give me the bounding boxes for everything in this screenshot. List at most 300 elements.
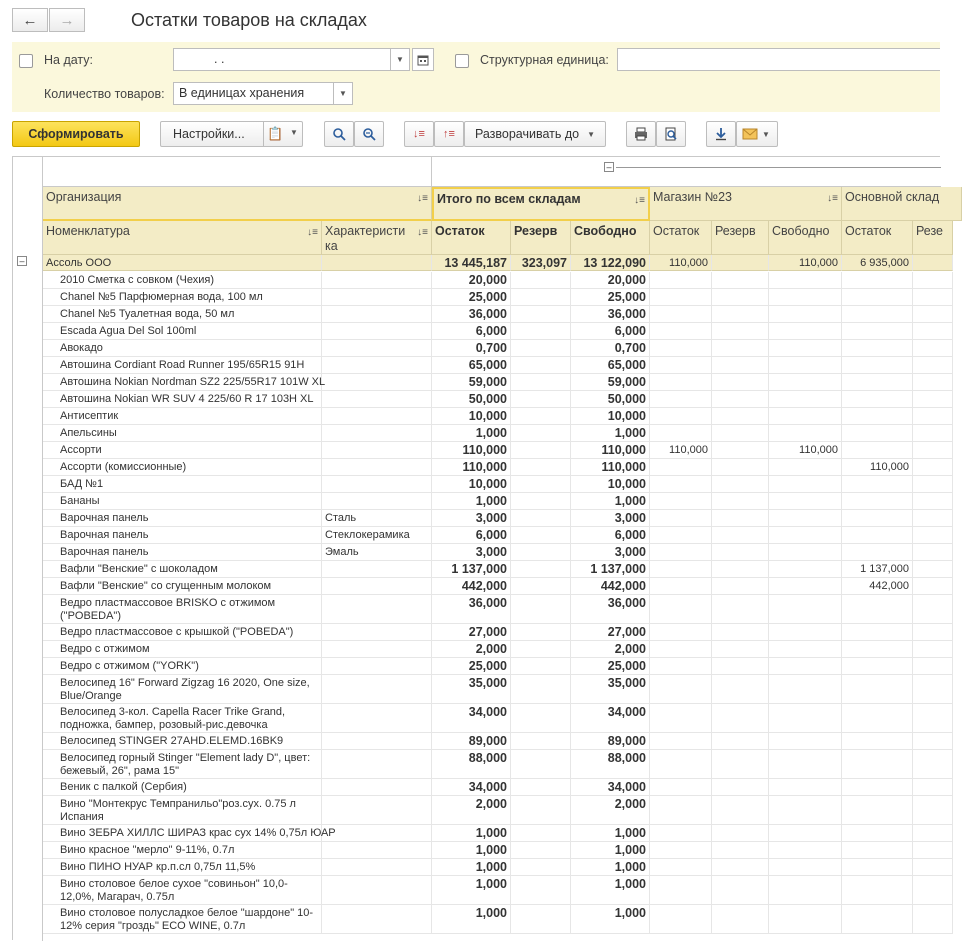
- header-total-rez[interactable]: Резерв: [511, 221, 571, 255]
- cell-ost[interactable]: 10,000: [432, 476, 511, 493]
- cell-main_rez[interactable]: [913, 306, 953, 323]
- cell-s23_ost[interactable]: [650, 595, 712, 624]
- cell-rez[interactable]: [511, 733, 571, 750]
- cell-char[interactable]: [322, 859, 432, 876]
- cell-s23_sv[interactable]: [769, 323, 842, 340]
- cell-main_rez[interactable]: [913, 493, 953, 510]
- cell-name[interactable]: Ведро пластмассовое BRISKO с отжимом ("POBEDA"): [43, 595, 322, 624]
- cell-s23_ost[interactable]: [650, 476, 712, 493]
- cell-main_rez[interactable]: [913, 357, 953, 374]
- cell-s23_sv[interactable]: [769, 796, 842, 825]
- cell-rez[interactable]: [511, 425, 571, 442]
- cell-ost[interactable]: 6,000: [432, 527, 511, 544]
- cell-name[interactable]: Велосипед STINGER 27AHD.ELEMD.16BK9: [43, 733, 322, 750]
- cell-char[interactable]: [322, 323, 432, 340]
- cell-rez[interactable]: [511, 408, 571, 425]
- cell-name[interactable]: Автошина Nokian WR SUV 4 225/60 R 17 103H XL: [43, 391, 322, 408]
- cell-s23_ost[interactable]: [650, 408, 712, 425]
- cell-s23_sv[interactable]: [769, 876, 842, 905]
- cell-ost[interactable]: 1,000: [432, 425, 511, 442]
- cell-s23_rez[interactable]: [712, 527, 769, 544]
- cell-name[interactable]: Автошина Nokian Nordman SZ2 225/55R17 101W XL: [43, 374, 322, 391]
- cell-s23_rez[interactable]: [712, 476, 769, 493]
- cell-ost[interactable]: 20,000: [432, 272, 511, 289]
- cell-s23_rez[interactable]: [712, 510, 769, 527]
- cell-s23_sv[interactable]: [769, 510, 842, 527]
- date-dropdown-button[interactable]: [390, 48, 410, 71]
- cell-main_ost[interactable]: [842, 340, 913, 357]
- cell-char[interactable]: Эмаль: [322, 544, 432, 561]
- cell-main_ost[interactable]: [842, 624, 913, 641]
- cell-rez[interactable]: [511, 306, 571, 323]
- cell-sv[interactable]: 1 137,000: [571, 561, 650, 578]
- cell-s23_rez[interactable]: [712, 391, 769, 408]
- cell-main_ost[interactable]: [842, 905, 913, 934]
- cell-rez[interactable]: [511, 340, 571, 357]
- cell-name[interactable]: Вино красное "мерло" 9-11%, 0.7л: [43, 842, 322, 859]
- cell-rez[interactable]: [511, 374, 571, 391]
- cell-sv[interactable]: 50,000: [571, 391, 650, 408]
- cell-s23_sv[interactable]: [769, 272, 842, 289]
- cell-s23_ost[interactable]: [650, 641, 712, 658]
- cell-char[interactable]: [322, 289, 432, 306]
- cell-s23_ost[interactable]: [650, 391, 712, 408]
- cell-s23_rez[interactable]: [712, 704, 769, 733]
- cell-s23_sv[interactable]: [769, 825, 842, 842]
- cell-s23_sv[interactable]: [769, 493, 842, 510]
- cell-sv[interactable]: 1,000: [571, 905, 650, 934]
- send-email-button[interactable]: [736, 121, 778, 147]
- cell-main_ost[interactable]: [842, 595, 913, 624]
- print-button[interactable]: [626, 121, 656, 147]
- cell-s23_ost[interactable]: [650, 561, 712, 578]
- cell-s23_rez[interactable]: [712, 306, 769, 323]
- cell-rez[interactable]: [511, 544, 571, 561]
- cell-sv[interactable]: 1,000: [571, 425, 650, 442]
- cell-main_rez[interactable]: [913, 624, 953, 641]
- cell-s23_ost[interactable]: [650, 289, 712, 306]
- cell-rez[interactable]: [511, 510, 571, 527]
- cell-s23_rez[interactable]: [712, 374, 769, 391]
- cell-name[interactable]: Варочная панель: [43, 510, 322, 527]
- header-main-rez[interactable]: Резе: [913, 221, 953, 255]
- cell-char[interactable]: [322, 340, 432, 357]
- cell-name[interactable]: Ведро с отжимом: [43, 641, 322, 658]
- cell-s23_rez[interactable]: [712, 255, 769, 271]
- cell-s23_ost[interactable]: [650, 675, 712, 704]
- cell-s23_ost[interactable]: [650, 493, 712, 510]
- cell-main_rez[interactable]: [913, 733, 953, 750]
- cell-s23_sv[interactable]: 110,000: [769, 255, 842, 271]
- cell-main_rez[interactable]: [913, 323, 953, 340]
- cell-char[interactable]: Сталь: [322, 510, 432, 527]
- header-s23-sv[interactable]: Свободно: [769, 221, 842, 255]
- cell-s23_sv[interactable]: [769, 374, 842, 391]
- cell-s23_rez[interactable]: [712, 825, 769, 842]
- cell-main_ost[interactable]: [842, 391, 913, 408]
- cell-s23_ost[interactable]: [650, 796, 712, 825]
- cell-s23_sv[interactable]: [769, 544, 842, 561]
- cell-main_ost[interactable]: 110,000: [842, 459, 913, 476]
- cell-main_rez[interactable]: [913, 442, 953, 459]
- cell-s23_sv[interactable]: [769, 595, 842, 624]
- cell-sv[interactable]: 1,000: [571, 825, 650, 842]
- cell-sv[interactable]: 65,000: [571, 357, 650, 374]
- cell-s23_ost[interactable]: [650, 859, 712, 876]
- cell-s23_ost[interactable]: [650, 544, 712, 561]
- cell-char[interactable]: [322, 733, 432, 750]
- search-button[interactable]: [324, 121, 354, 147]
- cell-name[interactable]: Авокадо: [43, 340, 322, 357]
- cell-s23_sv[interactable]: 110,000: [769, 442, 842, 459]
- cell-s23_rez[interactable]: [712, 578, 769, 595]
- cell-s23_sv[interactable]: [769, 624, 842, 641]
- cell-main_ost[interactable]: 442,000: [842, 578, 913, 595]
- cell-name[interactable]: Ассорти (комиссионные): [43, 459, 322, 476]
- cell-name[interactable]: Автошина Cordiant Road Runner 195/65R15 91H: [43, 357, 322, 374]
- cell-name[interactable]: Вино столовое белое сухое "совиньон" 10,0-12,0%, Магарач, 0.75л: [43, 876, 322, 905]
- cell-s23_sv[interactable]: [769, 842, 842, 859]
- cell-sv[interactable]: 20,000: [571, 272, 650, 289]
- cell-name[interactable]: Велосипед 3-кол. Capella Racer Trike Grand, подножка, бампер, розовый-рис.девочка: [43, 704, 322, 733]
- cell-main_rez[interactable]: [913, 476, 953, 493]
- cell-name[interactable]: Вино столовое полусладкое белое "шардоне" 10-12% серия "гроздь" ECO WINE, 0.7л: [43, 905, 322, 934]
- cell-rez[interactable]: [511, 595, 571, 624]
- cell-s23_rez[interactable]: [712, 675, 769, 704]
- cell-s23_rez[interactable]: [712, 876, 769, 905]
- cell-char[interactable]: [322, 493, 432, 510]
- cell-rez[interactable]: [511, 658, 571, 675]
- cell-rez[interactable]: [511, 289, 571, 306]
- forward-button[interactable]: [49, 8, 85, 32]
- cell-main_rez[interactable]: [913, 750, 953, 779]
- cell-s23_ost[interactable]: [650, 779, 712, 796]
- cell-main_ost[interactable]: [842, 796, 913, 825]
- cell-main_rez[interactable]: [913, 825, 953, 842]
- cell-ost[interactable]: 1,000: [432, 876, 511, 905]
- cell-s23_rez[interactable]: [712, 289, 769, 306]
- cell-name[interactable]: БАД №1: [43, 476, 322, 493]
- cell-s23_rez[interactable]: [712, 595, 769, 624]
- cell-ost[interactable]: 6,000: [432, 323, 511, 340]
- cell-name[interactable]: Веник с палкой (Сербия): [43, 779, 322, 796]
- cell-s23_ost[interactable]: [650, 357, 712, 374]
- cell-s23_ost[interactable]: 110,000: [650, 442, 712, 459]
- header-store23[interactable]: Магазин №23 ↓≡: [650, 187, 842, 221]
- cell-main_rez[interactable]: [913, 408, 953, 425]
- column-group-collapse[interactable]: –: [604, 162, 614, 172]
- cell-main_ost[interactable]: [842, 272, 913, 289]
- header-main-ost[interactable]: Остаток: [842, 221, 913, 255]
- cell-sv[interactable]: 34,000: [571, 779, 650, 796]
- cell-rez[interactable]: [511, 272, 571, 289]
- cell-ost[interactable]: 2,000: [432, 796, 511, 825]
- cell-s23_sv[interactable]: [769, 779, 842, 796]
- cell-char[interactable]: [322, 641, 432, 658]
- cell-main_ost[interactable]: [842, 733, 913, 750]
- cell-s23_rez[interactable]: [712, 493, 769, 510]
- cell-ost[interactable]: 1,000: [432, 842, 511, 859]
- cell-main_rez[interactable]: [913, 595, 953, 624]
- cell-s23_rez[interactable]: [712, 323, 769, 340]
- cell-s23_ost[interactable]: [650, 842, 712, 859]
- cell-s23_sv[interactable]: [769, 527, 842, 544]
- cell-sv[interactable]: 2,000: [571, 796, 650, 825]
- cell-ost[interactable]: 2,000: [432, 641, 511, 658]
- search-advanced-button[interactable]: [354, 121, 384, 147]
- cell-main_ost[interactable]: [842, 544, 913, 561]
- cell-s23_rez[interactable]: [712, 624, 769, 641]
- cell-s23_sv[interactable]: [769, 289, 842, 306]
- cell-ost[interactable]: 442,000: [432, 578, 511, 595]
- cell-name[interactable]: Ведро пластмассовое с крышкой ("POBEDA"): [43, 624, 322, 641]
- cell-rez[interactable]: [511, 624, 571, 641]
- cell-s23_sv[interactable]: [769, 476, 842, 493]
- cell-main_rez[interactable]: [913, 527, 953, 544]
- cell-s23_ost[interactable]: [650, 272, 712, 289]
- cell-main_ost[interactable]: [842, 675, 913, 704]
- cell-main_rez[interactable]: [913, 391, 953, 408]
- cell-sv[interactable]: 35,000: [571, 675, 650, 704]
- cell-ost[interactable]: 13 445,187: [432, 255, 511, 271]
- calendar-button[interactable]: [412, 48, 434, 71]
- cell-char[interactable]: [322, 561, 432, 578]
- settings-button[interactable]: [160, 121, 303, 147]
- cell-char[interactable]: [322, 374, 432, 391]
- cell-s23_sv[interactable]: [769, 340, 842, 357]
- sort-icon[interactable]: ↓≡: [307, 227, 318, 238]
- cell-main_rez[interactable]: [913, 510, 953, 527]
- cell-ost[interactable]: 34,000: [432, 704, 511, 733]
- cell-rez[interactable]: [511, 493, 571, 510]
- cell-ost[interactable]: 10,000: [432, 408, 511, 425]
- cell-char[interactable]: [322, 905, 432, 934]
- header-main-warehouse[interactable]: Основной склад: [842, 187, 962, 221]
- cell-sv[interactable]: 3,000: [571, 510, 650, 527]
- cell-sv[interactable]: 2,000: [571, 641, 650, 658]
- cell-name[interactable]: Вино "Монтекрус Темпранильо"роз.сух. 0.75 л Испания: [43, 796, 322, 825]
- cell-main_ost[interactable]: [842, 408, 913, 425]
- cell-s23_ost[interactable]: [650, 425, 712, 442]
- cell-sv[interactable]: 13 122,090: [571, 255, 650, 271]
- cell-ost[interactable]: 1,000: [432, 859, 511, 876]
- cell-main_rez[interactable]: [913, 578, 953, 595]
- cell-s23_sv[interactable]: [769, 704, 842, 733]
- cell-s23_ost[interactable]: [650, 459, 712, 476]
- header-total[interactable]: Итого по всем складам ↓≡: [432, 187, 650, 221]
- cell-char[interactable]: [322, 842, 432, 859]
- date-field[interactable]: . .: [173, 48, 391, 71]
- cell-main_ost[interactable]: [842, 306, 913, 323]
- sort-icon[interactable]: ↓≡: [827, 193, 838, 204]
- expand-to-button[interactable]: [464, 121, 606, 147]
- cell-name[interactable]: Вафли "Венские" с шоколадом: [43, 561, 322, 578]
- cell-main_rez[interactable]: [913, 796, 953, 825]
- cell-char[interactable]: [322, 459, 432, 476]
- cell-s23_rez[interactable]: [712, 658, 769, 675]
- sort-desc-button[interactable]: [404, 121, 434, 147]
- cell-main_ost[interactable]: [842, 641, 913, 658]
- cell-main_ost[interactable]: [842, 510, 913, 527]
- cell-char[interactable]: [322, 876, 432, 905]
- cell-ost[interactable]: 1 137,000: [432, 561, 511, 578]
- cell-sv[interactable]: 1,000: [571, 493, 650, 510]
- cell-rez[interactable]: [511, 323, 571, 340]
- cell-sv[interactable]: 27,000: [571, 624, 650, 641]
- cell-s23_rez[interactable]: [712, 561, 769, 578]
- cell-main_rez[interactable]: [913, 842, 953, 859]
- cell-rez[interactable]: [511, 905, 571, 934]
- cell-ost[interactable]: 65,000: [432, 357, 511, 374]
- cell-s23_rez[interactable]: [712, 733, 769, 750]
- group-collapse-button[interactable]: –: [17, 256, 27, 266]
- cell-main_rez[interactable]: [913, 561, 953, 578]
- cell-ost[interactable]: 35,000: [432, 675, 511, 704]
- cell-s23_rez[interactable]: [712, 340, 769, 357]
- cell-ost[interactable]: 36,000: [432, 306, 511, 323]
- header-total-sv[interactable]: Свободно: [571, 221, 650, 255]
- cell-char[interactable]: [322, 408, 432, 425]
- cell-sv[interactable]: 59,000: [571, 374, 650, 391]
- cell-s23_sv[interactable]: [769, 306, 842, 323]
- cell-rez[interactable]: [511, 527, 571, 544]
- sort-asc-button[interactable]: [434, 121, 464, 147]
- cell-char[interactable]: [322, 306, 432, 323]
- cell-char[interactable]: [322, 704, 432, 733]
- cell-rez[interactable]: [511, 561, 571, 578]
- cell-s23_rez[interactable]: [712, 408, 769, 425]
- cell-main_rez[interactable]: [913, 544, 953, 561]
- cell-ost[interactable]: 1,000: [432, 905, 511, 934]
- cell-sv[interactable]: 6,000: [571, 527, 650, 544]
- cell-rez[interactable]: [511, 391, 571, 408]
- cell-rez[interactable]: 323,097: [511, 255, 571, 271]
- cell-char[interactable]: [322, 476, 432, 493]
- cell-sv[interactable]: 88,000: [571, 750, 650, 779]
- struct-unit-checkbox[interactable]: [455, 54, 469, 68]
- struct-unit-field[interactable]: [617, 48, 940, 71]
- cell-main_ost[interactable]: [842, 442, 913, 459]
- cell-main_rez[interactable]: [913, 255, 953, 271]
- cell-char[interactable]: [322, 595, 432, 624]
- qty-select[interactable]: В единицах хранения: [173, 82, 335, 105]
- cell-s23_sv[interactable]: [769, 675, 842, 704]
- cell-s23_rez[interactable]: [712, 442, 769, 459]
- cell-rez[interactable]: [511, 825, 571, 842]
- cell-name[interactable]: Ассоль ООО: [43, 255, 322, 271]
- cell-main_ost[interactable]: [842, 493, 913, 510]
- cell-sv[interactable]: 34,000: [571, 704, 650, 733]
- cell-ost[interactable]: 110,000: [432, 442, 511, 459]
- cell-sv[interactable]: 110,000: [571, 442, 650, 459]
- cell-main_ost[interactable]: [842, 476, 913, 493]
- cell-s23_rez[interactable]: [712, 859, 769, 876]
- cell-char[interactable]: [322, 425, 432, 442]
- cell-sv[interactable]: 1,000: [571, 859, 650, 876]
- cell-ost[interactable]: 50,000: [432, 391, 511, 408]
- cell-s23_sv[interactable]: [769, 641, 842, 658]
- cell-s23_ost[interactable]: [650, 527, 712, 544]
- cell-main_rez[interactable]: [913, 779, 953, 796]
- cell-ost[interactable]: 110,000: [432, 459, 511, 476]
- cell-s23_rez[interactable]: [712, 796, 769, 825]
- cell-s23_ost[interactable]: [650, 704, 712, 733]
- cell-main_ost[interactable]: [842, 876, 913, 905]
- cell-s23_sv[interactable]: [769, 357, 842, 374]
- cell-s23_rez[interactable]: [712, 905, 769, 934]
- cell-sv[interactable]: 1,000: [571, 876, 650, 905]
- cell-char[interactable]: Стеклокерамика: [322, 527, 432, 544]
- cell-s23_ost[interactable]: [650, 306, 712, 323]
- cell-name[interactable]: Ассорти: [43, 442, 322, 459]
- cell-name[interactable]: Бананы: [43, 493, 322, 510]
- cell-ost[interactable]: 3,000: [432, 510, 511, 527]
- cell-rez[interactable]: [511, 859, 571, 876]
- cell-name[interactable]: Вино ЗЕБРА ХИЛЛС ШИРАЗ крас сух 14% 0,75л ЮАР: [43, 825, 322, 842]
- cell-s23_ost[interactable]: [650, 510, 712, 527]
- cell-s23_sv[interactable]: [769, 733, 842, 750]
- cell-s23_ost[interactable]: [650, 578, 712, 595]
- cell-s23_rez[interactable]: [712, 779, 769, 796]
- cell-char[interactable]: [322, 255, 432, 271]
- cell-s23_ost[interactable]: [650, 733, 712, 750]
- cell-main_rez[interactable]: [913, 289, 953, 306]
- cell-rez[interactable]: [511, 641, 571, 658]
- cell-main_ost[interactable]: [842, 779, 913, 796]
- cell-rez[interactable]: [511, 476, 571, 493]
- cell-s23_sv[interactable]: [769, 578, 842, 595]
- cell-name[interactable]: Ведро с отжимом ("YORK"): [43, 658, 322, 675]
- cell-ost[interactable]: 88,000: [432, 750, 511, 779]
- cell-main_ost[interactable]: [842, 825, 913, 842]
- cell-name[interactable]: Вино ПИНО НУАР кр.п.сл 0,75л 11,5%: [43, 859, 322, 876]
- cell-main_ost[interactable]: [842, 750, 913, 779]
- cell-ost[interactable]: 89,000: [432, 733, 511, 750]
- cell-main_rez[interactable]: [913, 374, 953, 391]
- cell-main_rez[interactable]: [913, 272, 953, 289]
- cell-sv[interactable]: 89,000: [571, 733, 650, 750]
- cell-char[interactable]: [322, 825, 432, 842]
- cell-ost[interactable]: 27,000: [432, 624, 511, 641]
- cell-sv[interactable]: 10,000: [571, 408, 650, 425]
- cell-name[interactable]: Escada Agua Del Sol 100ml: [43, 323, 322, 340]
- date-checkbox[interactable]: [19, 54, 33, 68]
- cell-s23_sv[interactable]: [769, 658, 842, 675]
- cell-char[interactable]: [322, 779, 432, 796]
- cell-main_ost[interactable]: 1 137,000: [842, 561, 913, 578]
- qty-dropdown-button[interactable]: [333, 82, 353, 105]
- cell-s23_ost[interactable]: [650, 374, 712, 391]
- cell-sv[interactable]: 3,000: [571, 544, 650, 561]
- cell-char[interactable]: [322, 578, 432, 595]
- cell-char[interactable]: [322, 658, 432, 675]
- cell-name[interactable]: Chanel №5 Парфюмерная вода, 100 мл: [43, 289, 322, 306]
- cell-rez[interactable]: [511, 779, 571, 796]
- cell-name[interactable]: Велосипед 16" Forward Zigzag 16 2020, One size, Blue/Orange: [43, 675, 322, 704]
- cell-ost[interactable]: 25,000: [432, 289, 511, 306]
- cell-ost[interactable]: 1,000: [432, 825, 511, 842]
- cell-char[interactable]: [322, 624, 432, 641]
- cell-name[interactable]: Антисептик: [43, 408, 322, 425]
- generate-button[interactable]: Сформировать: [12, 121, 140, 147]
- cell-main_ost[interactable]: [842, 289, 913, 306]
- cell-s23_ost[interactable]: [650, 323, 712, 340]
- cell-s23_rez[interactable]: [712, 750, 769, 779]
- cell-name[interactable]: Вафли "Венские" со сгущенным молоком: [43, 578, 322, 595]
- header-nomenclature[interactable]: Номенклатура ↓≡: [43, 221, 322, 255]
- cell-ost[interactable]: 0,700: [432, 340, 511, 357]
- cell-s23_sv[interactable]: [769, 391, 842, 408]
